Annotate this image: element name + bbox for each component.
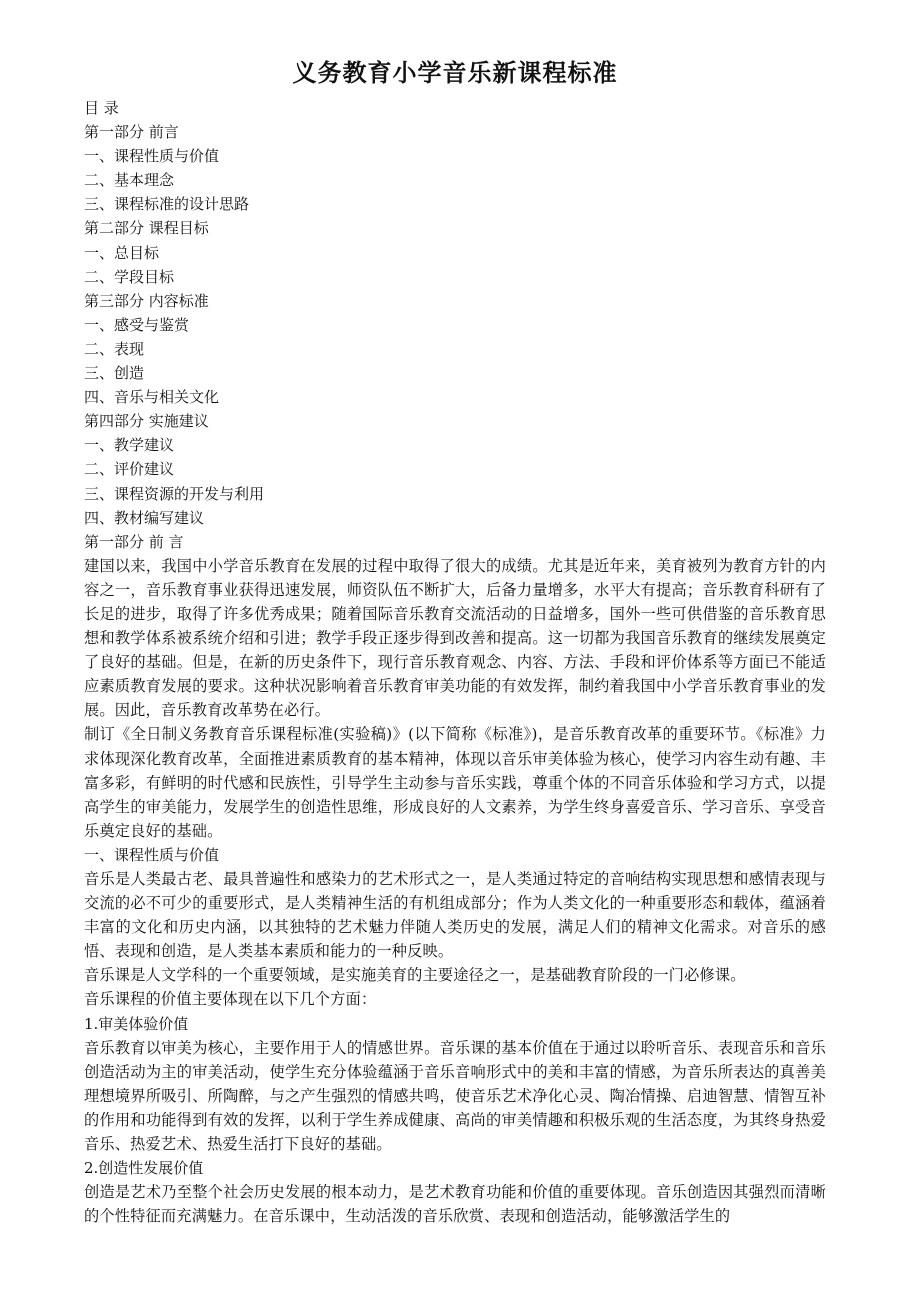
- toc-item: 三、创造: [84, 364, 145, 383]
- toc-heading: 目 录: [84, 99, 119, 117]
- paragraph-value-intro: 音乐课程的价值主要体现在以下几个方面：: [84, 990, 377, 1009]
- subsection-heading: 2.创造性发展价值: [84, 1159, 204, 1178]
- section-heading: 一、课程性质与价值: [84, 845, 220, 864]
- paragraph-value2: 创造是艺术乃至整个社会历史发展的根本动力，是艺术教育功能和价值的重要体现。音乐创造因其强烈而清晰的个性特征而充满魅力。在音乐课中，生动活泼的音乐欣赏、表现和创造活动，能够激活学生的: [84, 1183, 826, 1226]
- toc-item: 二、学段目标: [84, 267, 175, 286]
- toc-item: 四、教材编写建议: [84, 508, 205, 527]
- document-title: 义务教育小学音乐新课程标准: [292, 59, 618, 87]
- toc-item: 二、评价建议: [84, 460, 175, 479]
- toc-item: 三、课程资源的开发与利用: [84, 484, 265, 503]
- part-heading: 第一部分 前 言: [84, 532, 184, 551]
- paragraph-value1: 音乐教育以审美为核心，主要作用于人的情感世界。音乐课的基本价值在于通过以聆听音乐、表现音乐和音乐创造活动为主的审美活动，使学生充分体验蕴涵于音乐音响形式中的美和丰富的情感，为音乐所表达的真善美理想境界所吸引、所陶醉，与之产生强烈的情感共鸣，使音乐艺术净化心灵、陶冶情操、启迪智慧、情智互补的作用和功能得到有效的发挥，以利于学生养成健康、高尚的审美情趣和积极乐观的生活态度，为其终身热爱音乐、热爱艺术、热爱生活打下良好的基础。: [84, 1038, 826, 1154]
- toc-item: 一、课程性质与价值: [84, 147, 220, 166]
- paragraph-standard: 制订《全日制义务教育音乐课程标准(实验稿)》(以下简称《标准》)，是音乐教育改革的重要环节。《标准》力求体现深化教育改革，全面推进素质教育的基本精神，体现以音乐审美体验为核心，使学习内容生动有趣、丰富多彩，有鲜明的时代感和民族性，引导学生主动参与音乐实践，尊重个体的不同音乐体验和学习方式，以提高学生的审美能力，发展学生的创造性思维，形成良好的人文素养，为学生终身喜爱音乐、学习音乐、享受音乐奠定良好的基础。: [84, 725, 826, 840]
- toc-item: 一、感受与鉴赏: [84, 315, 190, 334]
- toc-item: 第二部分 课程目标: [84, 219, 209, 238]
- toc-item: 四、音乐与相关文化: [84, 388, 220, 407]
- toc-item: 三、课程标准的设计思路: [84, 195, 250, 214]
- document-page: [84, 56, 826, 1228]
- document-body: [84, 530, 826, 1229]
- paragraph-course: 音乐课是人文学科的一个重要领域，是实施美育的主要途径之一，是基础教育阶段的一门必修课。: [84, 966, 746, 985]
- toc-item: 第三部分 内容标准: [84, 291, 209, 310]
- subsection-heading: 1.审美体验价值: [84, 1014, 189, 1033]
- toc-item: 二、表现: [84, 339, 145, 358]
- toc-item: 第四部分 实施建议: [84, 412, 209, 431]
- toc-item: 一、总目标: [84, 243, 160, 262]
- paragraph-intro: 建国以来，我国中小学音乐教育在发展的过程中取得了很大的成绩。尤其是近年来，美育被列为教育方针的内容之一，音乐教育事业获得迅速发展，师资队伍不断扩大，后备力量增多，水平大有提高；音乐教育科研有了长足的进步，取得了许多优秀成果；随着国际音乐教育交流活动的日益增多，国外一些可供借鉴的音乐教育思想和教学体系被系统介绍和引进；教学手段正逐步得到改善和提高。这一切都为我国音乐教育的继续发展奠定了良好的基础。但是，在新的历史条件下，现行音乐教育观念、内容、方法、手段和评价体系等方面已不能适应素质教育发展的要求。这种状况影响着音乐教育审美功能的有效发挥，制约着我国中小学音乐教育事业的发展。因此，音乐教育改革势在必行。: [84, 556, 826, 720]
- toc-item: 第一部分 前言: [84, 123, 179, 142]
- paragraph-nature: 音乐是人类最古老、最具普遍性和感染力的艺术形式之一，是人类通过特定的音响结构实现思想和感情表现与交流的必不可少的重要形式，是人类精神生活的有机组成部分；作为人类文化的一种重要形态和载体，蕴涵着丰富的文化和历史内涵，以其独特的艺术魅力伴随人类历史的发展，满足人们的精神文化需求。对音乐的感悟、表现和创造，是人类基本素质和能力的一种反映。: [84, 870, 826, 961]
- toc-item: 一、教学建议: [84, 436, 175, 455]
- table-of-contents: [84, 96, 826, 530]
- toc-item: 二、基本理念: [84, 171, 175, 190]
